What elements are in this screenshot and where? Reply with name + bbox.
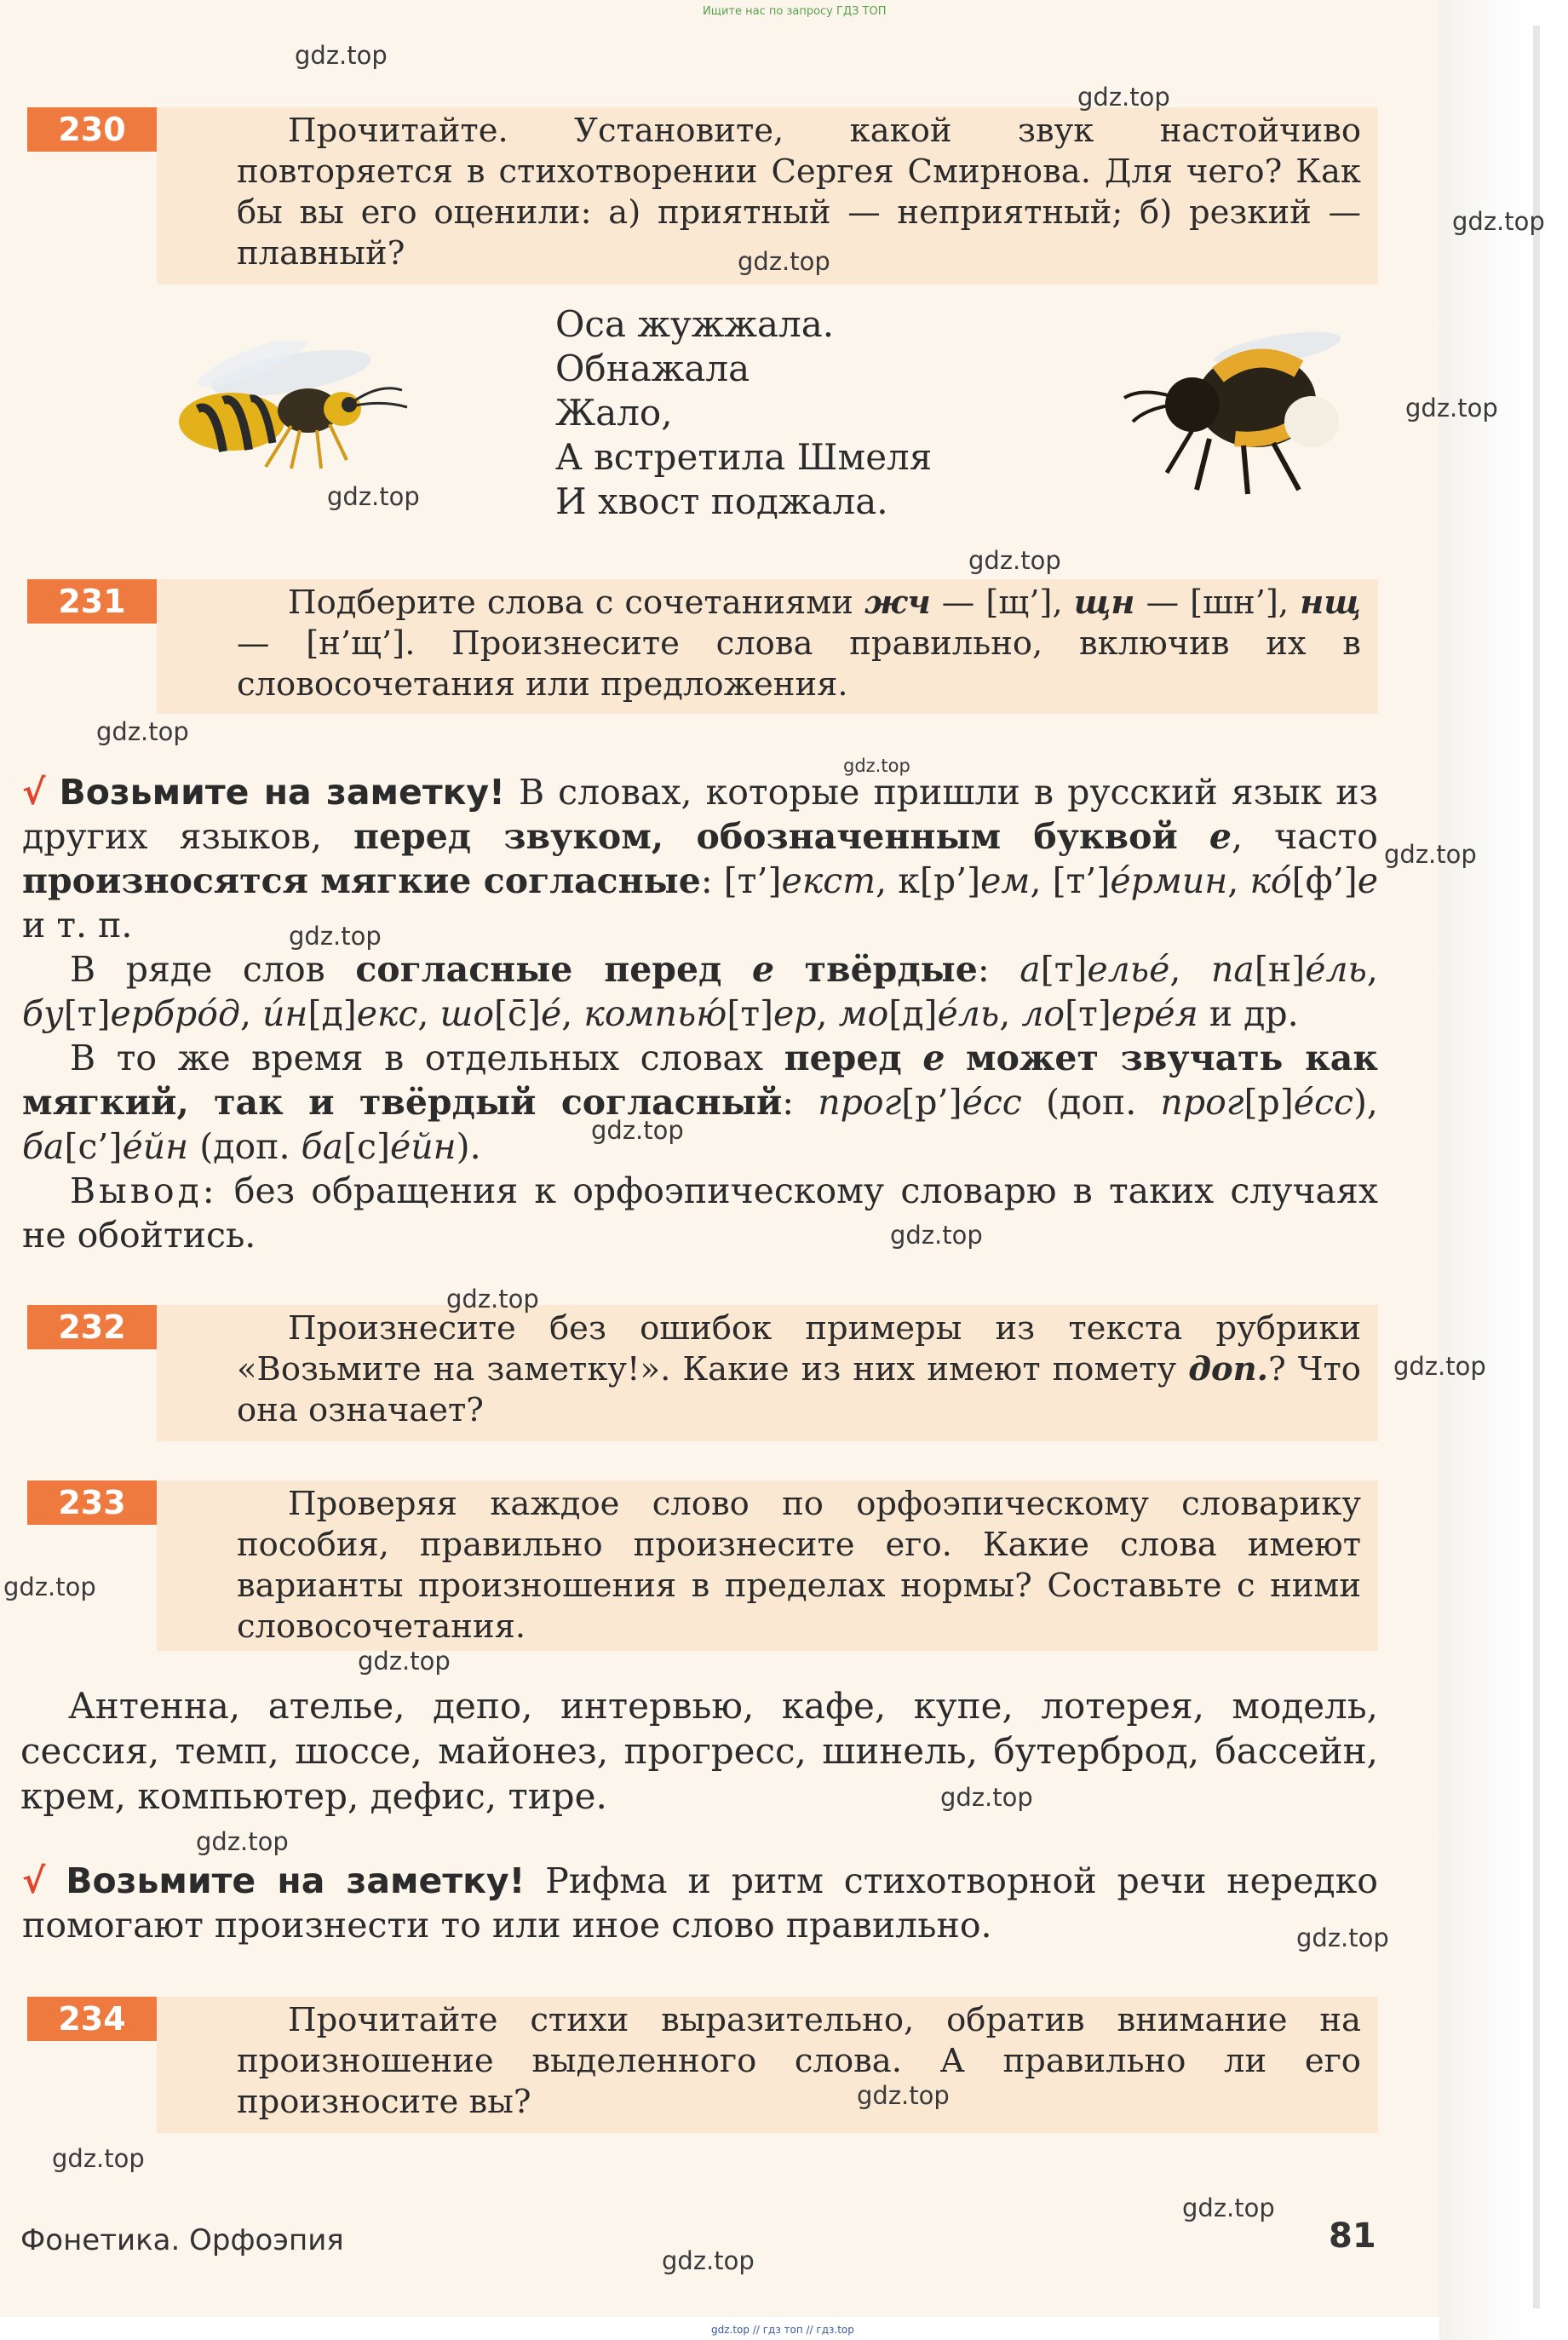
header-watermark: Ищите нас по запросу ГДЗ ТОП — [703, 5, 887, 18]
page-binding-edge — [1533, 26, 1540, 2308]
task-number-232: 232 — [27, 1305, 157, 1349]
watermark: gdz.top — [1182, 2193, 1275, 2222]
poem-line: Обнажала — [555, 348, 750, 389]
watermark: gdz.top — [196, 1827, 289, 1856]
check-mark-icon: √ — [22, 772, 46, 813]
task-number-231: 231 — [27, 579, 157, 624]
note-title: Возьмите на заметку! — [59, 772, 505, 813]
watermark: gdz.top — [843, 756, 910, 776]
watermark: gdz.top — [1452, 207, 1545, 236]
watermark: gdz.top — [1405, 394, 1498, 423]
watermark: gdz.top — [295, 41, 388, 70]
watermark: gdz.top — [96, 717, 189, 746]
note-take-note-1 — [22, 770, 1378, 1257]
note-paragraph: В ряде слов согласные перед е твёрдые: а[т]ельé, па[н]éль, бу[т]ербрóд, и́н[д]екс, шо[с̄]é, компью́[т]ер, мо[д]éль, ло[т]ерéя и др. — [22, 949, 1378, 1034]
bumblebee-image — [1107, 328, 1354, 498]
bottom-watermark: gdz.top // гдз топ // гдз.top — [711, 2324, 854, 2336]
poem-line: А встретила Шмеля — [555, 436, 933, 478]
task-number-233: 233 — [27, 1480, 157, 1525]
watermark: gdz.top — [968, 546, 1061, 575]
watermark: gdz.top — [738, 247, 830, 276]
task-number-230: 230 — [27, 107, 157, 152]
check-mark-icon: √ — [22, 1860, 46, 1901]
wasp-image — [164, 341, 411, 477]
task-text-232: Произнесите без ошибок примеры из текста рубрики «Возьмите на заметку!». Какие из них имеют помету доп.? Что она означает? — [237, 1309, 1361, 1429]
task-text-231: Подберите слова с сочетаниями жч — [щ’], щн — [шн’], нщ — [н’щ’]. Произнесите слова правильно, включив их в словосочетания или предложения. — [237, 584, 1361, 704]
watermark: gdz.top — [3, 1572, 96, 1601]
watermark: gdz.top — [446, 1285, 539, 1314]
watermark: gdz.top — [358, 1647, 451, 1676]
poem-line: Жало, — [555, 392, 673, 434]
note-take-note-2: √ Возьмите на заметку! Рифма и ритм стихотворной речи нередко помогают произнести то или иное слово правильно. — [22, 1860, 1378, 1946]
page-number: 81 — [1329, 2216, 1376, 2256]
watermark: gdz.top — [1077, 83, 1170, 112]
poem — [555, 302, 932, 524]
watermark: gdz.top — [289, 922, 382, 951]
note-paragraph: √ Возьмите на заметку! В словах, которые пришли в русский язык из других языков, перед звуком, обозначенным буквой е, часто произносятся мягкие согласные: [т’]екст, к[р’]ем, [т’]éрмин, кó[ф’]е и т. п. — [22, 772, 1378, 946]
poem-line: Оса жужжала. — [555, 303, 835, 345]
watermark: gdz.top — [1393, 1352, 1486, 1381]
watermark: gdz.top — [52, 2144, 145, 2173]
task-text-233: Проверяя каждое слово по орфоэпическому словарику пособия, правильно произнесите его. Какие слова имеют варианты произношения в пределах нормы? Составьте с ними словосочетания. — [237, 1485, 1361, 1646]
word-list-233: Антенна, ателье, депо, интервью, кафе, купе, лотерея, модель, сессия, темп, шоссе, майонез, прогресс, шинель, бутерброд, бассейн, крем, компьютер, дефис, тире. — [20, 1685, 1378, 1817]
poem-line: И хвост поджала. — [555, 480, 888, 522]
watermark: gdz.top — [662, 2246, 755, 2275]
watermark: gdz.top — [890, 1221, 983, 1250]
note-title: Возьмите на заметку! — [66, 1860, 526, 1901]
page-edge — [1439, 0, 1542, 2340]
footer-section-title: Фонетика. Орфоэпия — [20, 2223, 344, 2257]
task-text-234: Прочитайте стихи выразительно, обратив внимание на произношение выделенного слова. А правильно ли его произносите вы? — [237, 2001, 1361, 2121]
watermark: gdz.top — [940, 1783, 1033, 1812]
watermark: gdz.top — [1296, 1923, 1389, 1952]
watermark: gdz.top — [591, 1116, 684, 1145]
note-paragraph: В то же время в отдельных словах перед е может звучать как мягкий, так и твёрдый согласный: прог[р’]éсс (доп. прог[р]éсс), ба[с’]éйн (доп. ба[с]éйн). — [22, 1038, 1378, 1167]
watermark: gdz.top — [857, 2081, 950, 2110]
task-230-instruction: Прочитайте. Установите, какой звук настойчиво повторяется в стихотворении Сергея Смирнова. Для чего? Как бы вы его оценили: а) приятный — неприятный; б) резкий — плавный? — [237, 112, 1361, 273]
task-number-234: 234 — [27, 1997, 157, 2041]
watermark: gdz.top — [1384, 840, 1477, 869]
note-paragraph: Вывод: без обращения к орфоэпическому словарю в таких случаях не обойтись. — [22, 1170, 1378, 1256]
watermark: gdz.top — [327, 482, 420, 511]
